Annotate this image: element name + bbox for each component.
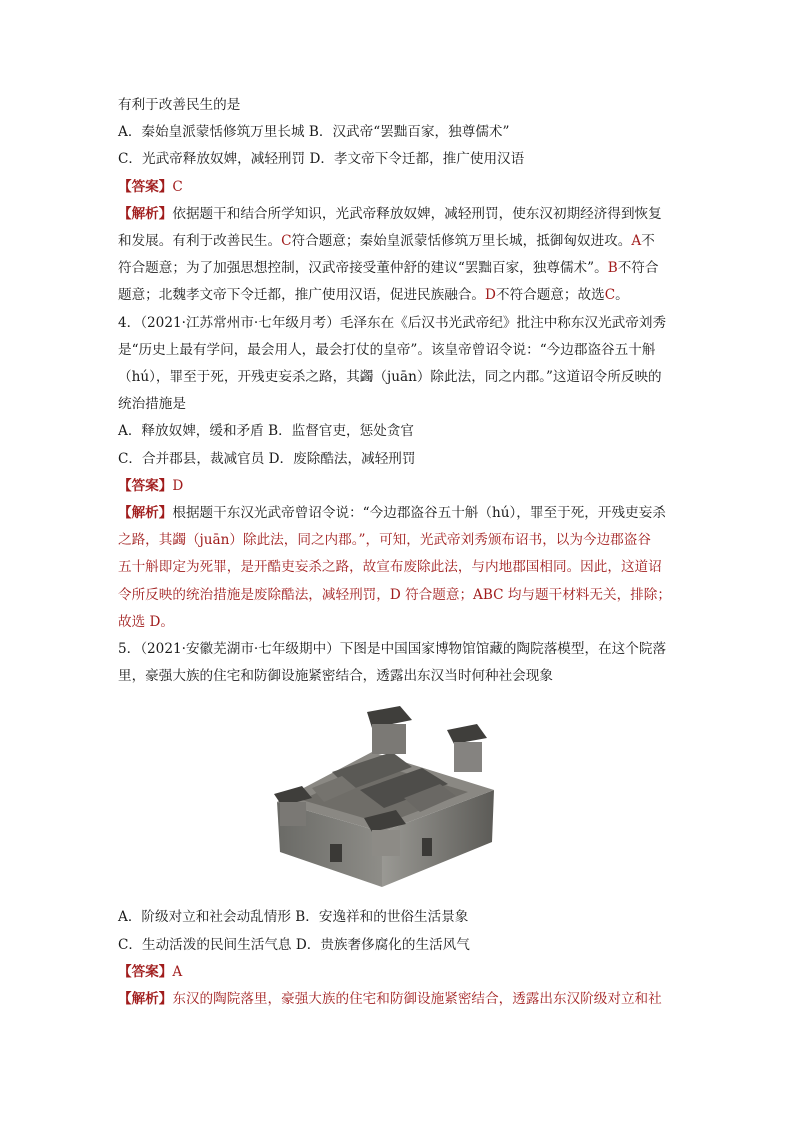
q3-answer (118, 174, 688, 201)
q5-stem-line: 里，豪强大族的住宅和防御设施紧密结合，透露出东汉当时何种社会现象 (118, 668, 553, 685)
q4-analysis-line: 之路，其蠲（juān）除此法，同之内郡。”，可知，光武帝刘秀颁布诏书，以为今边郡盗谷 (118, 532, 651, 549)
answer-tag: 【答案】 (118, 178, 173, 195)
q5-analysis-line (118, 986, 688, 1013)
analysis-text: 。 (615, 287, 629, 304)
analysis-text: 不 (641, 233, 655, 250)
q3-options-cd: C．光武帝释放奴婢，减轻刑罚 D．孝文帝下令迁都，推广使用汉语 (118, 151, 525, 168)
analysis-text: 不符合题意；故选 (495, 287, 605, 304)
analysis-text: 依据题干和结合所学知识，光武帝释放奴婢，减轻刑罚，使东汉初期经济得到恢复 (172, 205, 662, 222)
q4-answer (118, 473, 688, 500)
q5-options-ab: A．阶级对立和社会动乱情形 B．安逸祥和的世俗生活景象 (118, 909, 469, 926)
pottery-courtyard-model-drawing (272, 702, 502, 892)
q4-analysis-line: 五十斛即定为死罪，是开酷吏妄杀之路，故宣布废除此法，与内地郡国相同。因此，这道诏 (118, 559, 662, 576)
pottery-courtyard-model-image (272, 702, 502, 892)
q3-analysis-line (118, 201, 688, 228)
analysis-option-letter: C (281, 233, 292, 250)
analysis-text: 根据题干东汉光武帝曾诏令说：“今边郡盗谷五十斛（hú），罪至于死，开残吏妄杀 (172, 505, 666, 522)
document-page (118, 92, 688, 1013)
analysis-option-letter: D (485, 287, 496, 304)
q4-options-ab: A．释放奴婢，缓和矛盾 B．监督官吏，惩处贪官 (118, 423, 415, 440)
q3-stem-tail: 有利于改善民生的是 (118, 97, 241, 113)
analysis-option-letter: A (631, 233, 642, 250)
q4-analysis-line: 故选 D。 (118, 613, 175, 630)
answer-tag: 【答案】 (118, 963, 173, 980)
q4-stem-line: 是“历史上最有学问，最会用人，最会打仗的皇帝”。该皇帝曾诏令说：“今边郡盗谷五十斛 (118, 341, 656, 358)
analysis-tag: 【解析】 (118, 991, 173, 1008)
analysis-tag: 【解析】 (118, 205, 173, 222)
analysis-tag: 【解析】 (118, 505, 173, 522)
analysis-option-letter: C (604, 287, 616, 304)
q3-options-ab: A．秦始皇派蒙恬修筑万里长城 B．汉武帝“罢黜百家，独尊儒术” (118, 124, 510, 141)
answer-value: D (172, 477, 184, 494)
answer-value: C (172, 178, 183, 195)
q4-stem-line: 统治措施是 (118, 396, 186, 413)
q4-stem-line: 4．（2021·江苏常州市·七年级月考）毛泽东在《后汉书光武帝纪》批注中称东汉光武帝刘秀 (118, 314, 667, 331)
q4-stem-line: （hú），罪至于死，开残吏妄杀之路，其蠲（juān）除此法，同之内郡。”这道诏令所反映的 (118, 369, 662, 386)
q5-stem-line: 5．（2021·安徽芜湖市·七年级期中）下图是中国国家博物馆馆藏的陶院落模型，在这个院落 (118, 641, 667, 658)
q5-answer (118, 959, 688, 986)
analysis-text: 东汉的陶院落里，豪强大族的住宅和防御设施紧密结合，透露出东汉阶级对立和社 (172, 991, 662, 1008)
q3-analysis-line (118, 255, 688, 282)
q4-options-cd: C．合并郡县，裁减官员 D．废除酷法，减轻刑罚 (118, 450, 416, 467)
analysis-text: 题意；北魏孝文帝下令迁都，推广使用汉语，促进民族融合。 (118, 287, 486, 304)
q5-options-cd: C．生动活泼的民间生活气息 D．贵族奢侈腐化的生活风气 (118, 936, 470, 953)
q3-analysis-line (118, 282, 688, 309)
analysis-text: 不符合 (617, 260, 659, 277)
answer-value: A (172, 963, 183, 980)
analysis-text: 和发展。有利于改善民生。 (118, 233, 282, 250)
analysis-text: 符合题意；为了加强思想控制，汉武帝接受董仲舒的建议“罢黜百家，独尊儒术”。 (118, 260, 608, 277)
answer-tag: 【答案】 (118, 477, 173, 494)
q3-analysis-line (118, 228, 688, 255)
analysis-option-letter: B (607, 260, 618, 277)
q4-analysis-line: 令所反映的统治措施是废除酷法，减轻刑罚，D 符合题意；ABC 均与题干材料无关，排除； (118, 586, 671, 603)
analysis-text: 符合题意；秦始皇派蒙恬修筑万里长城，抵御匈奴进攻。 (291, 233, 632, 250)
q4-analysis-line (118, 500, 688, 527)
